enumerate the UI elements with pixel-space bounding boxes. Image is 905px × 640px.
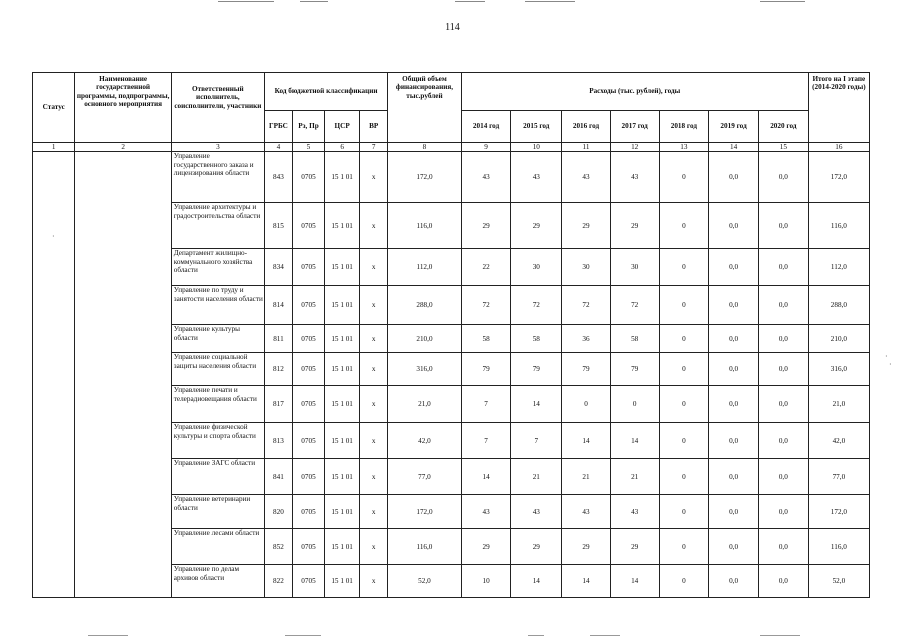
year-2014-cell: 43 (461, 152, 511, 203)
vr-cell: х (360, 565, 388, 598)
top-rule (300, 1, 328, 2)
column-number: 11 (562, 143, 611, 152)
vr-cell: х (360, 249, 388, 286)
year-2018-cell: 0 (659, 529, 709, 565)
rzpr-cell: 0705 (292, 565, 324, 598)
grbs-cell: 813 (264, 423, 292, 459)
year-2017-cell: 14 (610, 423, 659, 459)
column-number-row (33, 143, 870, 152)
header-program: Наименование государственной программы, подпрограммы, основного мероприятия (75, 73, 171, 143)
total-cell: 316,0 (388, 353, 462, 386)
header-rzpr: Рз, Пр (292, 111, 324, 143)
top-rule (218, 1, 274, 2)
header-year: 2016 год (562, 111, 611, 143)
grbs-cell: 815 (264, 203, 292, 249)
total-cell: 172,0 (388, 495, 462, 529)
table-row (33, 152, 870, 203)
year-2014-cell: 7 (461, 423, 511, 459)
grbs-cell: 843 (264, 152, 292, 203)
csr-cell: 15 1 01 (325, 529, 360, 565)
responsible-cell: Управление печати и телерадиовещания области (171, 386, 264, 423)
stage-total-cell: 116,0 (808, 203, 869, 249)
vr-cell: х (360, 286, 388, 325)
year-2015-cell: 58 (511, 325, 562, 353)
year-2014-cell: 79 (461, 353, 511, 386)
grbs-cell: 852 (264, 529, 292, 565)
header-vr: ВР (360, 111, 388, 143)
year-2015-cell: 30 (511, 249, 562, 286)
year-2015-cell: 29 (511, 529, 562, 565)
csr-cell: 15 1 01 (325, 386, 360, 423)
year-2019-cell: 0,0 (709, 529, 759, 565)
csr-cell: 15 1 01 (325, 495, 360, 529)
header-year: 2020 год (758, 111, 808, 143)
year-2014-cell: 58 (461, 325, 511, 353)
year-2017-cell: 72 (610, 286, 659, 325)
year-2017-cell: 58 (610, 325, 659, 353)
total-cell: 42,0 (388, 423, 462, 459)
year-2016-cell: 72 (562, 286, 611, 325)
responsible-cell: Управление социальной защиты населения области (171, 353, 264, 386)
responsible-cell: Управление по труду и занятости населения области (171, 286, 264, 325)
rzpr-cell: 0705 (292, 249, 324, 286)
column-number: 6 (325, 143, 360, 152)
year-2016-cell: 14 (562, 423, 611, 459)
column-number: 7 (360, 143, 388, 152)
vr-cell: х (360, 386, 388, 423)
header-responsible: Ответственный исполнитель, соисполнители, участники (171, 73, 264, 143)
year-2020-cell: 0,0 (758, 423, 808, 459)
stage-total-cell: 172,0 (808, 152, 869, 203)
year-2018-cell: 0 (659, 203, 709, 249)
grbs-cell: 814 (264, 286, 292, 325)
vr-cell: х (360, 459, 388, 495)
header-csr: ЦСР (325, 111, 360, 143)
stage-total-cell: 210,0 (808, 325, 869, 353)
bottom-rule (528, 635, 544, 636)
responsible-cell: Управление ЗАГС области (171, 459, 264, 495)
csr-cell: 15 1 01 (325, 249, 360, 286)
header-status: Статус (33, 73, 75, 143)
year-2015-cell: 29 (511, 203, 562, 249)
vr-cell: х (360, 423, 388, 459)
header-grbs: ГРБС (264, 111, 292, 143)
year-2015-cell: 21 (511, 459, 562, 495)
year-2015-cell: 14 (511, 386, 562, 423)
scan-mark: · (885, 352, 888, 361)
scan-mark: · (889, 360, 892, 369)
year-2017-cell: 29 (610, 529, 659, 565)
vr-cell: х (360, 203, 388, 249)
stage-total-cell: 52,0 (808, 565, 869, 598)
year-2019-cell: 0,0 (709, 249, 759, 286)
year-2016-cell: 43 (562, 152, 611, 203)
total-cell: 288,0 (388, 286, 462, 325)
vr-cell: х (360, 495, 388, 529)
year-2017-cell: 29 (610, 203, 659, 249)
csr-cell: 15 1 01 (325, 152, 360, 203)
year-2014-cell: 29 (461, 529, 511, 565)
header-year: 2015 год (511, 111, 562, 143)
rzpr-cell: 0705 (292, 353, 324, 386)
csr-cell: 15 1 01 (325, 459, 360, 495)
year-2017-cell: 21 (610, 459, 659, 495)
vr-cell: х (360, 325, 388, 353)
header-expenses: Расходы (тыс. рублей), годы (461, 73, 808, 111)
status-cell (33, 152, 75, 598)
table-body (33, 152, 870, 598)
year-2020-cell: 0,0 (758, 325, 808, 353)
csr-cell: 15 1 01 (325, 353, 360, 386)
year-2019-cell: 0,0 (709, 495, 759, 529)
year-2019-cell: 0,0 (709, 459, 759, 495)
year-2020-cell: 0,0 (758, 495, 808, 529)
bottom-rule (88, 635, 128, 636)
top-rule (525, 1, 575, 2)
header-stage-total: Итого на I этапе (2014-2020 годы) (808, 73, 869, 143)
year-2019-cell: 0,0 (709, 565, 759, 598)
year-2020-cell: 0,0 (758, 203, 808, 249)
grbs-cell: 817 (264, 386, 292, 423)
year-2014-cell: 29 (461, 203, 511, 249)
year-2015-cell: 72 (511, 286, 562, 325)
stage-total-cell: 288,0 (808, 286, 869, 325)
total-cell: 21,0 (388, 386, 462, 423)
year-2018-cell: 0 (659, 423, 709, 459)
total-cell: 52,0 (388, 565, 462, 598)
year-2020-cell: 0,0 (758, 249, 808, 286)
year-2014-cell: 22 (461, 249, 511, 286)
column-number: 4 (264, 143, 292, 152)
rzpr-cell: 0705 (292, 495, 324, 529)
rzpr-cell: 0705 (292, 203, 324, 249)
year-2019-cell: 0,0 (709, 386, 759, 423)
year-2018-cell: 0 (659, 286, 709, 325)
year-2017-cell: 30 (610, 249, 659, 286)
grbs-cell: 841 (264, 459, 292, 495)
total-cell: 112,0 (388, 249, 462, 286)
grbs-cell: 820 (264, 495, 292, 529)
year-2016-cell: 79 (562, 353, 611, 386)
grbs-cell: 812 (264, 353, 292, 386)
column-number: 13 (659, 143, 709, 152)
year-2017-cell: 0 (610, 386, 659, 423)
year-2014-cell: 10 (461, 565, 511, 598)
rzpr-cell: 0705 (292, 423, 324, 459)
year-2016-cell: 21 (562, 459, 611, 495)
year-2016-cell: 29 (562, 529, 611, 565)
bottom-rule (760, 635, 800, 636)
vr-cell: х (360, 152, 388, 203)
header-total-funding: Общий объем финансирования, тыс.рублей (388, 73, 462, 143)
year-2019-cell: 0,0 (709, 325, 759, 353)
year-2016-cell: 29 (562, 203, 611, 249)
responsible-cell: Управление государственного заказа и лицензирования области (171, 152, 264, 203)
vr-cell: х (360, 353, 388, 386)
column-number: 3 (171, 143, 264, 152)
top-rule (760, 1, 805, 2)
year-2017-cell: 43 (610, 152, 659, 203)
year-2014-cell: 43 (461, 495, 511, 529)
header-year: 2018 год (659, 111, 709, 143)
responsible-cell: Управление по делам архивов области (171, 565, 264, 598)
budget-table (32, 72, 870, 598)
responsible-cell: Департамент жилищно-коммунального хозяйства области (171, 249, 264, 286)
total-cell: 77,0 (388, 459, 462, 495)
year-2019-cell: 0,0 (709, 423, 759, 459)
rzpr-cell: 0705 (292, 286, 324, 325)
year-2020-cell: 0,0 (758, 353, 808, 386)
header-year: 2019 год (709, 111, 759, 143)
stage-total-cell: 316,0 (808, 353, 869, 386)
total-cell: 116,0 (388, 529, 462, 565)
year-2015-cell: 43 (511, 152, 562, 203)
year-2020-cell: 0,0 (758, 565, 808, 598)
csr-cell: 15 1 01 (325, 203, 360, 249)
csr-cell: 15 1 01 (325, 565, 360, 598)
responsible-cell: Управление культуры области (171, 325, 264, 353)
year-2020-cell: 0,0 (758, 386, 808, 423)
header-year: 2017 год (610, 111, 659, 143)
csr-cell: 15 1 01 (325, 325, 360, 353)
column-number: 1 (33, 143, 75, 152)
year-2015-cell: 7 (511, 423, 562, 459)
year-2020-cell: 0,0 (758, 152, 808, 203)
grbs-cell: 822 (264, 565, 292, 598)
grbs-cell: 811 (264, 325, 292, 353)
year-2019-cell: 0,0 (709, 152, 759, 203)
year-2015-cell: 14 (511, 565, 562, 598)
column-number: 12 (610, 143, 659, 152)
responsible-cell: Управление ветеринарии области (171, 495, 264, 529)
scan-mark: · (52, 232, 55, 241)
year-2014-cell: 72 (461, 286, 511, 325)
year-2018-cell: 0 (659, 386, 709, 423)
stage-total-cell: 42,0 (808, 423, 869, 459)
total-cell: 172,0 (388, 152, 462, 203)
csr-cell: 15 1 01 (325, 286, 360, 325)
year-2017-cell: 43 (610, 495, 659, 529)
column-number: 2 (75, 143, 171, 152)
year-2015-cell: 43 (511, 495, 562, 529)
column-number: 5 (292, 143, 324, 152)
column-number: 9 (461, 143, 511, 152)
year-2017-cell: 14 (610, 565, 659, 598)
year-2020-cell: 0,0 (758, 529, 808, 565)
year-2018-cell: 0 (659, 353, 709, 386)
year-2016-cell: 43 (562, 495, 611, 529)
year-2018-cell: 0 (659, 565, 709, 598)
year-2014-cell: 14 (461, 459, 511, 495)
year-2018-cell: 0 (659, 325, 709, 353)
program-cell (75, 152, 171, 598)
column-number: 8 (388, 143, 462, 152)
stage-total-cell: 21,0 (808, 386, 869, 423)
rzpr-cell: 0705 (292, 459, 324, 495)
year-2014-cell: 7 (461, 386, 511, 423)
year-2016-cell: 30 (562, 249, 611, 286)
column-number: 14 (709, 143, 759, 152)
responsible-cell: Управление архитектуры и градостроительства области (171, 203, 264, 249)
year-2018-cell: 0 (659, 495, 709, 529)
year-2018-cell: 0 (659, 459, 709, 495)
header-year: 2014 год (461, 111, 511, 143)
column-number: 16 (808, 143, 869, 152)
year-2017-cell: 79 (610, 353, 659, 386)
column-number: 15 (758, 143, 808, 152)
year-2016-cell: 36 (562, 325, 611, 353)
stage-total-cell: 112,0 (808, 249, 869, 286)
vr-cell: х (360, 529, 388, 565)
year-2019-cell: 0,0 (709, 286, 759, 325)
total-cell: 116,0 (388, 203, 462, 249)
responsible-cell: Управление физической культуры и спорта области (171, 423, 264, 459)
year-2019-cell: 0,0 (709, 353, 759, 386)
year-2020-cell: 0,0 (758, 286, 808, 325)
page-number: 114 (445, 22, 460, 33)
responsible-cell: Управление лесами области (171, 529, 264, 565)
rzpr-cell: 0705 (292, 152, 324, 203)
year-2018-cell: 0 (659, 152, 709, 203)
csr-cell: 15 1 01 (325, 423, 360, 459)
stage-total-cell: 116,0 (808, 529, 869, 565)
grbs-cell: 834 (264, 249, 292, 286)
header-budget-code: Код бюджетной классификации (264, 73, 387, 111)
bottom-rule (285, 635, 321, 636)
year-2019-cell: 0,0 (709, 203, 759, 249)
year-2018-cell: 0 (659, 249, 709, 286)
bottom-rule (590, 635, 620, 636)
top-rule (455, 1, 485, 2)
year-2020-cell: 0,0 (758, 459, 808, 495)
rzpr-cell: 0705 (292, 386, 324, 423)
year-2016-cell: 0 (562, 386, 611, 423)
stage-total-cell: 77,0 (808, 459, 869, 495)
rzpr-cell: 0705 (292, 325, 324, 353)
year-2016-cell: 14 (562, 565, 611, 598)
year-2015-cell: 79 (511, 353, 562, 386)
column-number: 10 (511, 143, 562, 152)
stage-total-cell: 172,0 (808, 495, 869, 529)
total-cell: 210,0 (388, 325, 462, 353)
rzpr-cell: 0705 (292, 529, 324, 565)
